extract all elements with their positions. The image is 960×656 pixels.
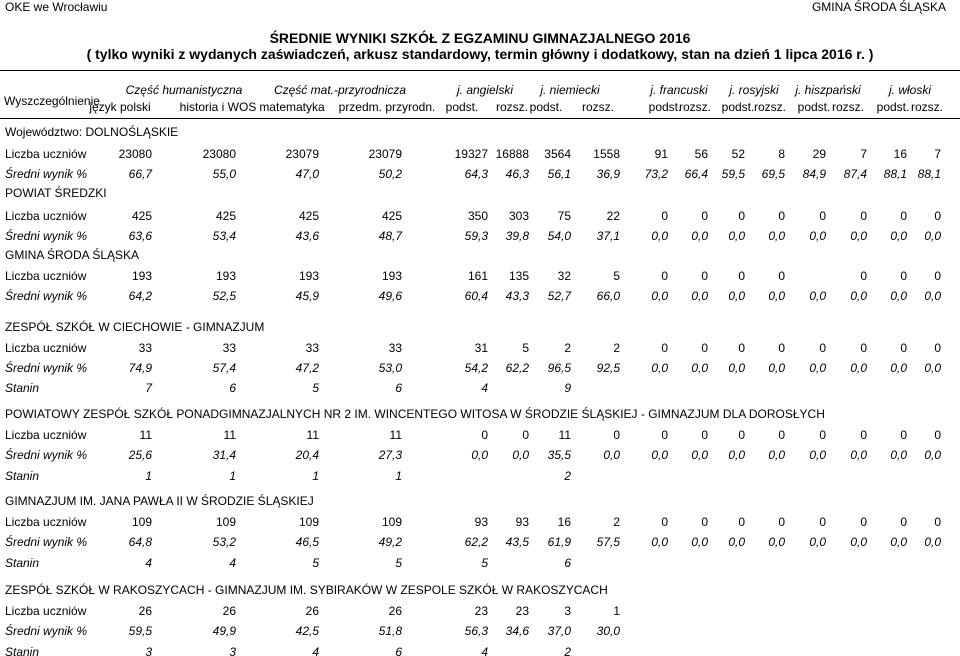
- table-cell: 6: [395, 645, 402, 656]
- table-cell: 33: [222, 341, 236, 355]
- section-title: POWIATOWY ZESPÓŁ SZKÓŁ PONADGIMNAZJALNYCH NR 2 IM. WINCENTEGO WITOSA W ŚRODZIE ŚLĄSKIEJ - GIMNAZJUM DLA DOROSŁYCH: [5, 407, 825, 421]
- table-cell: 88,1: [883, 167, 907, 181]
- row-label: Stanin: [5, 556, 40, 570]
- table-cell: 0: [738, 428, 745, 442]
- table-cell: 43,5: [505, 535, 529, 549]
- table-cell: 4: [481, 645, 488, 656]
- table-cell: 193: [131, 269, 152, 283]
- column-sub-0-0: język polski: [89, 100, 151, 114]
- column-group-6: j. hiszpański: [795, 83, 861, 97]
- table-cell: 0: [701, 515, 708, 529]
- table-cell: 9: [564, 381, 571, 395]
- table-cell: 26: [138, 604, 152, 618]
- table-cell: 425: [215, 209, 236, 223]
- table-cell: 0: [819, 341, 826, 355]
- table-cell: 64,2: [128, 289, 152, 303]
- table-cell: 60,4: [464, 289, 488, 303]
- row-label: Średni wynik %: [5, 361, 88, 375]
- table-cell: 0: [738, 341, 745, 355]
- table-cell: 46,3: [505, 167, 529, 181]
- table-cell: 26: [305, 604, 319, 618]
- table-cell: 49,9: [212, 624, 236, 638]
- table-cell: 161: [467, 269, 488, 283]
- table-cell: 62,2: [505, 361, 529, 375]
- table-cell: 19327: [454, 147, 488, 161]
- table-cell: 1: [229, 469, 236, 483]
- table-cell: 23079: [368, 147, 402, 161]
- table-cell: 4: [229, 556, 236, 570]
- table-cell: 0,0: [691, 535, 708, 549]
- table-cell: 0: [900, 269, 907, 283]
- column-group-4: j. francuski: [650, 83, 708, 97]
- table-cell: 30,0: [596, 624, 620, 638]
- table-cell: 425: [131, 209, 152, 223]
- table-cell: 0: [613, 428, 620, 442]
- table-cell: 0: [738, 269, 745, 283]
- table-cell: 5: [522, 341, 529, 355]
- table-cell: 109: [298, 515, 319, 529]
- table-cell: 43,3: [505, 289, 529, 303]
- table-cell: 29: [812, 147, 826, 161]
- table-cell: 0,0: [890, 361, 907, 375]
- table-cell: 0: [701, 428, 708, 442]
- table-cell: 56: [694, 147, 708, 161]
- row-label: Średni wynik %: [5, 167, 88, 181]
- table-cell: 93: [474, 515, 488, 529]
- table-cell: 109: [131, 515, 152, 529]
- table-cell: 11: [306, 428, 319, 442]
- table-cell: 0: [819, 428, 826, 442]
- table-cell: 42,5: [295, 624, 319, 638]
- table-cell: 5: [395, 556, 402, 570]
- table-cell: 2: [564, 645, 571, 656]
- table-cell: 47,2: [295, 361, 319, 375]
- table-cell: 0: [778, 341, 785, 355]
- table-cell: 0,0: [809, 229, 826, 243]
- table-cell: 1: [395, 469, 402, 483]
- table-cell: 0,0: [850, 229, 867, 243]
- table-cell: 5: [613, 269, 620, 283]
- row-label: Liczba uczniów: [5, 515, 87, 529]
- table-cell: 31,4: [212, 448, 236, 462]
- table-cell: 88,1: [917, 167, 941, 181]
- row-label: Liczba uczniów: [5, 341, 87, 355]
- table-cell: 0: [819, 209, 826, 223]
- table-cell: 350: [467, 209, 488, 223]
- table-cell: 93: [515, 515, 529, 529]
- table-cell: 0,0: [768, 361, 785, 375]
- table-cell: 0: [738, 515, 745, 529]
- table-cell: 26: [222, 604, 236, 618]
- table-cell: 0: [661, 341, 668, 355]
- row-label: Średni wynik %: [5, 289, 88, 303]
- column-sub-0-1: historia i WOS: [179, 100, 257, 114]
- section-title: ZESPÓŁ SZKÓŁ W RAKOSZYCACH - GIMNAZJUM IM. SYBIRAKÓW W ZESPOLE SZKÓŁ W RAKOSZYCACH: [5, 583, 608, 597]
- table-cell: 64,8: [128, 535, 152, 549]
- table-cell: 0,0: [728, 361, 745, 375]
- table-cell: 0: [522, 428, 529, 442]
- table-cell: 5: [481, 556, 488, 570]
- table-cell: 193: [381, 269, 402, 283]
- column-group-3: j. niemiecki: [540, 83, 600, 97]
- column-sub-1-0: matematyka: [259, 100, 325, 114]
- table-cell: 0: [778, 515, 785, 529]
- table-cell: 2: [613, 341, 620, 355]
- table-cell: 56,3: [464, 624, 488, 638]
- column-sub-3-0: podst.: [529, 100, 563, 114]
- table-cell: 5: [312, 556, 319, 570]
- table-cell: 0,0: [890, 229, 907, 243]
- table-cell: 0,0: [850, 361, 867, 375]
- table-cell: 7: [145, 381, 152, 395]
- table-cell: 0,0: [809, 361, 826, 375]
- table-cell: 49,2: [378, 535, 402, 549]
- table-cell: 0: [934, 341, 941, 355]
- table-cell: 39,8: [505, 229, 529, 243]
- column-sub-7-0: podst.: [876, 100, 910, 114]
- table-cell: 52: [731, 147, 745, 161]
- table-cell: 425: [381, 209, 402, 223]
- table-cell: 35,5: [547, 448, 571, 462]
- table-cell: 0,0: [768, 229, 785, 243]
- table-cell: 2: [564, 469, 571, 483]
- table-cell: 66,7: [128, 167, 152, 181]
- table-cell: 0: [860, 341, 867, 355]
- table-cell: 37,1: [596, 229, 620, 243]
- table-cell: 0: [860, 515, 867, 529]
- table-cell: 2: [613, 515, 620, 529]
- table-cell: 0: [934, 209, 941, 223]
- table-cell: 46,5: [295, 535, 319, 549]
- table-cell: 1: [312, 469, 319, 483]
- table-cell: 193: [215, 269, 236, 283]
- table-cell: 1: [145, 469, 152, 483]
- table-cell: 3: [564, 604, 571, 618]
- table-cell: 36,9: [596, 167, 620, 181]
- table-cell: 0,0: [691, 361, 708, 375]
- table-cell: 56,1: [547, 167, 571, 181]
- table-cell: 27,3: [378, 448, 402, 462]
- table-cell: 0: [860, 209, 867, 223]
- table-cell: 73,2: [644, 167, 668, 181]
- table-cell: 0: [661, 515, 668, 529]
- table-cell: 0,0: [809, 448, 826, 462]
- column-sub-6-1: rozsz.: [831, 100, 864, 114]
- column-group-7: j. włoski: [888, 83, 931, 97]
- table-cell: 0,0: [809, 535, 826, 549]
- table-cell: 0: [778, 269, 785, 283]
- table-cell: 0: [661, 209, 668, 223]
- table-cell: 61,9: [547, 535, 571, 549]
- table-cell: 0,0: [651, 229, 668, 243]
- section-title: Województwo: DOLNOŚLĄSKIE: [5, 125, 179, 139]
- table-cell: 59,5: [721, 167, 745, 181]
- table-cell: 0,0: [471, 448, 488, 462]
- table-cell: 49,6: [378, 289, 402, 303]
- table-cell: 1: [613, 604, 620, 618]
- table-cell: 0,0: [603, 448, 620, 462]
- table-cell: 0: [701, 341, 708, 355]
- table-cell: 63,6: [128, 229, 152, 243]
- table-cell: 6: [395, 381, 402, 395]
- table-cell: 0: [778, 209, 785, 223]
- table-cell: 47,0: [295, 167, 319, 181]
- table-cell: 0,0: [728, 289, 745, 303]
- row-label: Stanin: [5, 381, 40, 395]
- table-cell: 4: [145, 556, 152, 570]
- table-cell: 0: [738, 209, 745, 223]
- table-cell: 96,5: [547, 361, 571, 375]
- table-cell: 22: [606, 209, 620, 223]
- table-cell: 0: [701, 269, 708, 283]
- header-bottom-rule: [0, 118, 960, 119]
- page-subtitle: ( tylko wyniki z wydanych zaświadczeń, arkusz standardowy, termin główny i dodatkowy, stan na dzień 1 lipca 2016 r. ): [86, 46, 874, 62]
- table-cell: 20,4: [295, 448, 319, 462]
- table-cell: 0,0: [728, 535, 745, 549]
- row-label: Liczba uczniów: [5, 269, 87, 283]
- table-cell: 33: [305, 341, 319, 355]
- table-cell: 34,6: [505, 624, 529, 638]
- table-cell: 0,0: [768, 535, 785, 549]
- table-cell: 45,9: [295, 289, 319, 303]
- table-cell: 425: [298, 209, 319, 223]
- table-cell: 0,0: [651, 535, 668, 549]
- table-cell: 87,4: [843, 167, 867, 181]
- table-cell: 0: [860, 428, 867, 442]
- table-cell: 2: [564, 341, 571, 355]
- table-cell: 3: [145, 645, 152, 656]
- table-cell: 26: [388, 604, 402, 618]
- table-cell: 193: [298, 269, 319, 283]
- table-cell: 11: [139, 428, 152, 442]
- table-cell: 0: [860, 269, 867, 283]
- table-cell: 0,0: [728, 229, 745, 243]
- table-cell: 135: [508, 269, 529, 283]
- table-cell: 23: [474, 604, 488, 618]
- column-group-2: j. angielski: [456, 83, 514, 97]
- column-sub-2-0: podst.: [445, 100, 479, 114]
- table-cell: 33: [388, 341, 402, 355]
- table-cell: 16888: [495, 147, 529, 161]
- table-cell: 11: [223, 428, 236, 442]
- table-cell: 91: [654, 147, 668, 161]
- table-cell: 0: [900, 341, 907, 355]
- page-title: ŚREDNIE WYNIKI SZKÓŁ Z EGZAMINU GIMNAZJALNEGO 2016: [269, 30, 691, 46]
- table-cell: 0,0: [924, 361, 941, 375]
- table-cell: 23: [515, 604, 529, 618]
- table-cell: 54,0: [547, 229, 571, 243]
- column-sub-7-1: rozsz.: [910, 100, 943, 114]
- table-cell: 0,0: [924, 535, 941, 549]
- column-sub-5-0: podst.: [721, 100, 755, 114]
- table-cell: 53,0: [378, 361, 402, 375]
- table-cell: 33: [138, 341, 152, 355]
- row-label: Średni wynik %: [5, 624, 88, 638]
- table-cell: 62,2: [464, 535, 488, 549]
- table-cell: 57,5: [596, 535, 620, 549]
- row-label: Stanin: [5, 469, 40, 483]
- table-cell: 0,0: [850, 448, 867, 462]
- table-cell: 3564: [544, 147, 571, 161]
- table-cell: 0: [819, 515, 826, 529]
- table-cell: 6: [564, 556, 571, 570]
- column-group-1: Część mat.-przyrodnicza: [273, 83, 407, 97]
- column-sub-6-0: podst.: [797, 100, 831, 114]
- table-cell: 0,0: [890, 535, 907, 549]
- table-cell: 92,5: [596, 361, 620, 375]
- section-title: GMINA ŚRODA ŚLĄSKA: [5, 248, 140, 262]
- table-cell: 51,8: [378, 624, 402, 638]
- table-cell: 23080: [118, 147, 152, 161]
- table-cell: 109: [381, 515, 402, 529]
- table-cell: 37,0: [547, 624, 571, 638]
- table-cell: 0: [934, 515, 941, 529]
- table-cell: 43,6: [295, 229, 319, 243]
- section-title: ZESPÓŁ SZKÓŁ W CIECHOWIE - GIMNAZJUM: [5, 320, 265, 334]
- table-cell: 25,6: [128, 448, 152, 462]
- row-label: Stanin: [5, 645, 40, 656]
- row-label: Liczba uczniów: [5, 604, 87, 618]
- table-cell: 66,4: [684, 167, 708, 181]
- table-cell: 0,0: [850, 289, 867, 303]
- table-cell: 7: [860, 147, 867, 161]
- table-cell: 16: [893, 147, 907, 161]
- table-cell: 0: [900, 515, 907, 529]
- table-cell: 8: [778, 147, 785, 161]
- column-group-0: Część humanistyczna: [125, 83, 243, 97]
- table-cell: 75: [557, 209, 571, 223]
- column-sub-3-1: rozsz.: [581, 100, 614, 114]
- table-cell: 0,0: [924, 229, 941, 243]
- row-label: Średni wynik %: [5, 535, 88, 549]
- table-cell: 0,0: [809, 289, 826, 303]
- table-cell: 0: [661, 428, 668, 442]
- row-label: Liczba uczniów: [5, 147, 87, 161]
- table-cell: 0,0: [728, 448, 745, 462]
- table-cell: 5: [312, 381, 319, 395]
- column-group-5: j. rosyjski: [729, 83, 779, 97]
- header-municipality: GMINA ŚRODA ŚLĄSKA: [811, 0, 946, 14]
- table-cell: 0,0: [768, 448, 785, 462]
- header-top-rule: [0, 70, 960, 71]
- table-cell: 50,2: [378, 167, 402, 181]
- column-sub-4-1: rozsz.: [678, 100, 711, 114]
- table-cell: 48,7: [378, 229, 402, 243]
- table-cell: 0: [778, 428, 785, 442]
- row-header-label: Wyszczególnienie: [4, 94, 100, 108]
- table-cell: 69,5: [761, 167, 785, 181]
- table-cell: 4: [481, 381, 488, 395]
- table-cell: 57,4: [212, 361, 236, 375]
- table-cell: 0,0: [890, 289, 907, 303]
- table-cell: 59,5: [128, 624, 152, 638]
- table-cell: 0: [481, 428, 488, 442]
- table-cell: 303: [508, 209, 529, 223]
- table-cell: 0,0: [850, 535, 867, 549]
- header-institution: OKE we Wrocławiu: [5, 0, 108, 14]
- table-cell: 7: [934, 147, 941, 161]
- column-sub-1-1: przedm. przyrodn.: [338, 100, 436, 114]
- table-cell: 23080: [202, 147, 236, 161]
- column-sub-2-1: rozsz.: [495, 100, 528, 114]
- table-cell: 52,5: [212, 289, 236, 303]
- table-cell: 0: [661, 269, 668, 283]
- table-cell: 0,0: [651, 289, 668, 303]
- table-cell: 11: [389, 428, 402, 442]
- table-cell: 0,0: [768, 289, 785, 303]
- table-cell: 84,9: [802, 167, 826, 181]
- table-cell: 0,0: [924, 289, 941, 303]
- column-sub-4-0: podst.: [648, 100, 682, 114]
- table-cell: 52,7: [547, 289, 571, 303]
- table-cell: 54,2: [464, 361, 488, 375]
- table-cell: 53,2: [212, 535, 236, 549]
- section-title: GIMNAZJUM IM. JANA PAWŁA II W ŚRODZIE ŚLĄSKIEJ: [5, 494, 314, 508]
- table-cell: 64,3: [464, 167, 488, 181]
- table-cell: 0: [900, 428, 907, 442]
- table-cell: 0,0: [651, 361, 668, 375]
- table-cell: 55,0: [212, 167, 236, 181]
- table-cell: 11: [558, 428, 571, 442]
- table-cell: 32: [557, 269, 571, 283]
- table-cell: 16: [557, 515, 571, 529]
- table-cell: 53,4: [212, 229, 236, 243]
- row-label: Liczba uczniów: [5, 209, 87, 223]
- table-cell: 109: [215, 515, 236, 529]
- table-cell: 4: [312, 645, 319, 656]
- table-cell: 0,0: [691, 448, 708, 462]
- table-cell: 23079: [285, 147, 319, 161]
- row-label: Średni wynik %: [5, 229, 88, 243]
- table-cell: 59,3: [464, 229, 488, 243]
- table-cell: 0,0: [512, 448, 529, 462]
- table-cell: 0,0: [651, 448, 668, 462]
- table-cell: 0: [934, 269, 941, 283]
- table-cell: 0: [934, 428, 941, 442]
- table-cell: 0: [701, 209, 708, 223]
- table-cell: 74,9: [128, 361, 152, 375]
- table-cell: 0,0: [924, 448, 941, 462]
- table-cell: 3: [229, 645, 236, 656]
- table-cell: 0,0: [691, 229, 708, 243]
- column-sub-5-1: rozsz.: [753, 100, 786, 114]
- table-cell: 1558: [593, 147, 620, 161]
- table-cell: 0,0: [691, 289, 708, 303]
- table-cell: 6: [229, 381, 236, 395]
- table-cell: 0,0: [890, 448, 907, 462]
- row-label: Liczba uczniów: [5, 428, 87, 442]
- row-label: Średni wynik %: [5, 448, 88, 462]
- section-title: POWIAT ŚREDZKI: [5, 186, 107, 200]
- table-cell: 31: [474, 341, 488, 355]
- table-cell: 0: [900, 209, 907, 223]
- table-cell: 66,0: [596, 289, 620, 303]
